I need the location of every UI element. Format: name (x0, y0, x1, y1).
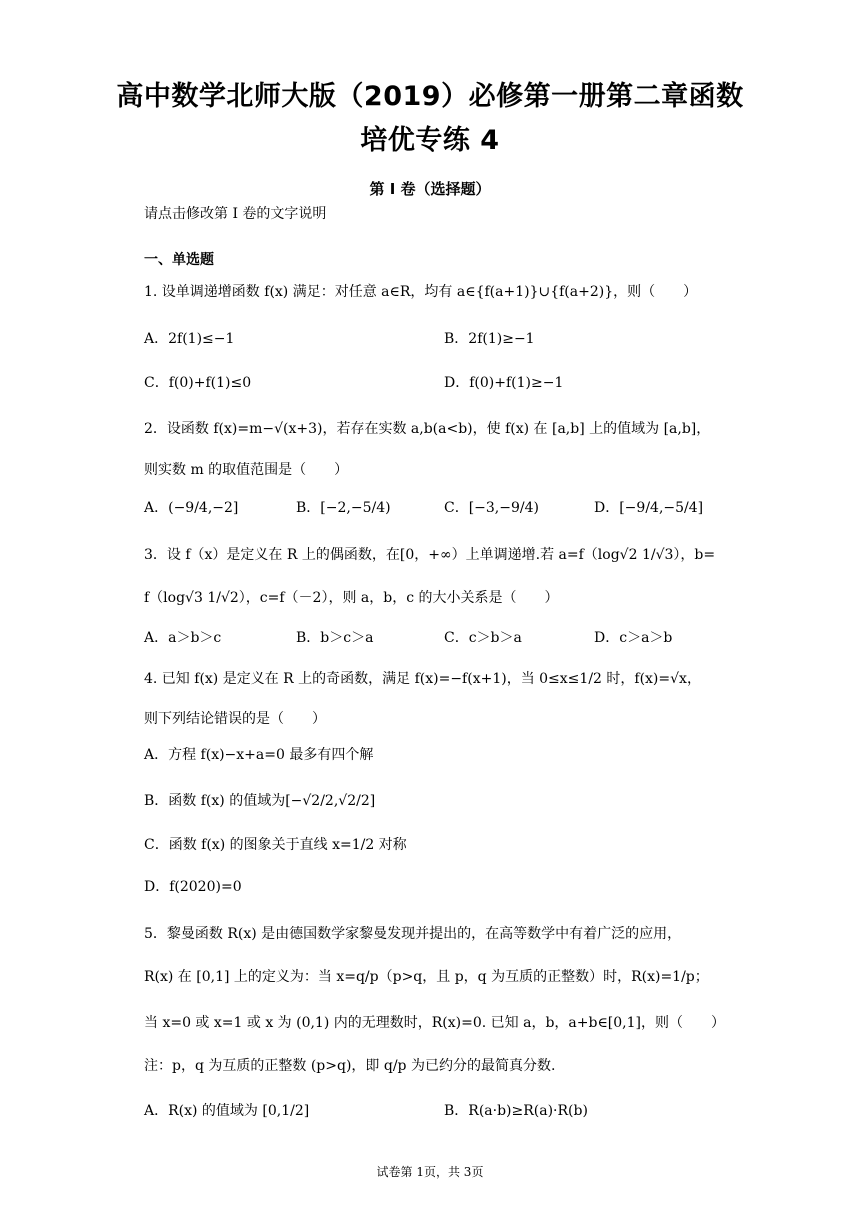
q5-option-b: B．R(a·b)≥R(a)·R(b) (444, 1103, 588, 1119)
exam-title-line2: 培优专练 4 (360, 125, 500, 156)
q2-stem: 2．设函数 f(x)=m−√(x+3)，若存在实数 a,b(a<b)，使 f(x) 在 [a,b] 上的值域为 [a,b]， (144, 421, 711, 437)
volume-heading: 第 I 卷（选择题） (369, 180, 491, 198)
q5-note: 注：p，q 为互质的正整数 (p>q)，即 q/p 为已约分的最简真分数. (144, 1058, 556, 1074)
q1-stem: 1. 设单调递增函数 f(x) 满足：对任意 a∈R，均有 a∈{f(a+1)}∪{f(a+2)}，则（ ） (144, 284, 698, 300)
q2-option-a: A．(−9/4,−2] (144, 500, 239, 516)
q4-option-a: A．方程 f(x)−x+a=0 最多有四个解 (144, 747, 374, 763)
q3-option-d: D．c＞a＞b (594, 630, 673, 646)
q2-option-c: C．[−3,−9/4) (444, 500, 539, 516)
q4-stem: 4. 已知 f(x) 是定义在 R 上的奇函数，满足 f(x)=−f(x+1)，当 0≤x≤1/2 时，f(x)=√x， (144, 671, 701, 687)
q1-option-b: B．2f(1)≥−1 (444, 331, 535, 347)
q1-option-d: D．f(0)+f(1)≥−1 (444, 375, 564, 391)
q4-option-c: C．函数 f(x) 的图象关于直线 x=1/2 对称 (144, 837, 407, 853)
exam-title-line1: 高中数学北师大版（2019）必修第一册第二章函数 (116, 81, 744, 112)
q4-stem-cont: 则下列结论错误的是（ ） (144, 711, 326, 727)
q4-option-d: D．f(2020)=0 (144, 879, 242, 895)
volume-note[interactable]: 请点击修改第 I 卷的文字说明 (144, 206, 327, 222)
section-heading: 一、单选题 (144, 252, 214, 268)
q2-option-b: B．[−2,−5/4) (296, 500, 391, 516)
q2-option-d: D．[−9/4,−5/4] (594, 500, 704, 516)
q5-stem-cond: 当 x=0 或 x=1 或 x 为 (0,1) 内的无理数时，R(x)=0. 已知 a，b，a+b∈[0,1]，则（ ） (144, 1015, 725, 1031)
q3-option-c: C．c＞b＞a (444, 630, 522, 646)
q1-option-a: A．2f(1)≤−1 (144, 331, 235, 347)
q5-stem-def: R(x) 在 [0,1] 上的定义为：当 x=q/p（p>q，且 p，q 为互质的正整数）时，R(x)=1/p； (144, 969, 709, 985)
q3-stem: 3．设 f（x）是定义在 R 上的偶函数，在[0，+∞）上单调递增.若 a=f（log√2 1/√3），b= (144, 547, 716, 563)
q3-option-a: A．a＞b＞c (144, 630, 222, 646)
q3-stem-cont: f（log√3 1/√2），c=f（－2），则 a，b，c 的大小关系是（ ） (144, 590, 559, 606)
q5-option-a: A．R(x) 的值域为 [0,1/2] (144, 1103, 310, 1119)
page-footer: 试卷第 1页，共 3页 (376, 1165, 484, 1179)
q4-option-b: B．函数 f(x) 的值域为[−√2/2,√2/2] (144, 793, 376, 809)
q5-stem: 5．黎曼函数 R(x) 是由德国数学家黎曼发现并提出的，在高等数学中有着广泛的应用， (144, 926, 682, 942)
q1-option-c: C．f(0)+f(1)≤0 (144, 375, 252, 391)
q3-option-b: B．b＞c＞a (296, 630, 374, 646)
q2-stem-cont: 则实数 m 的取值范围是（ ） (144, 462, 349, 478)
